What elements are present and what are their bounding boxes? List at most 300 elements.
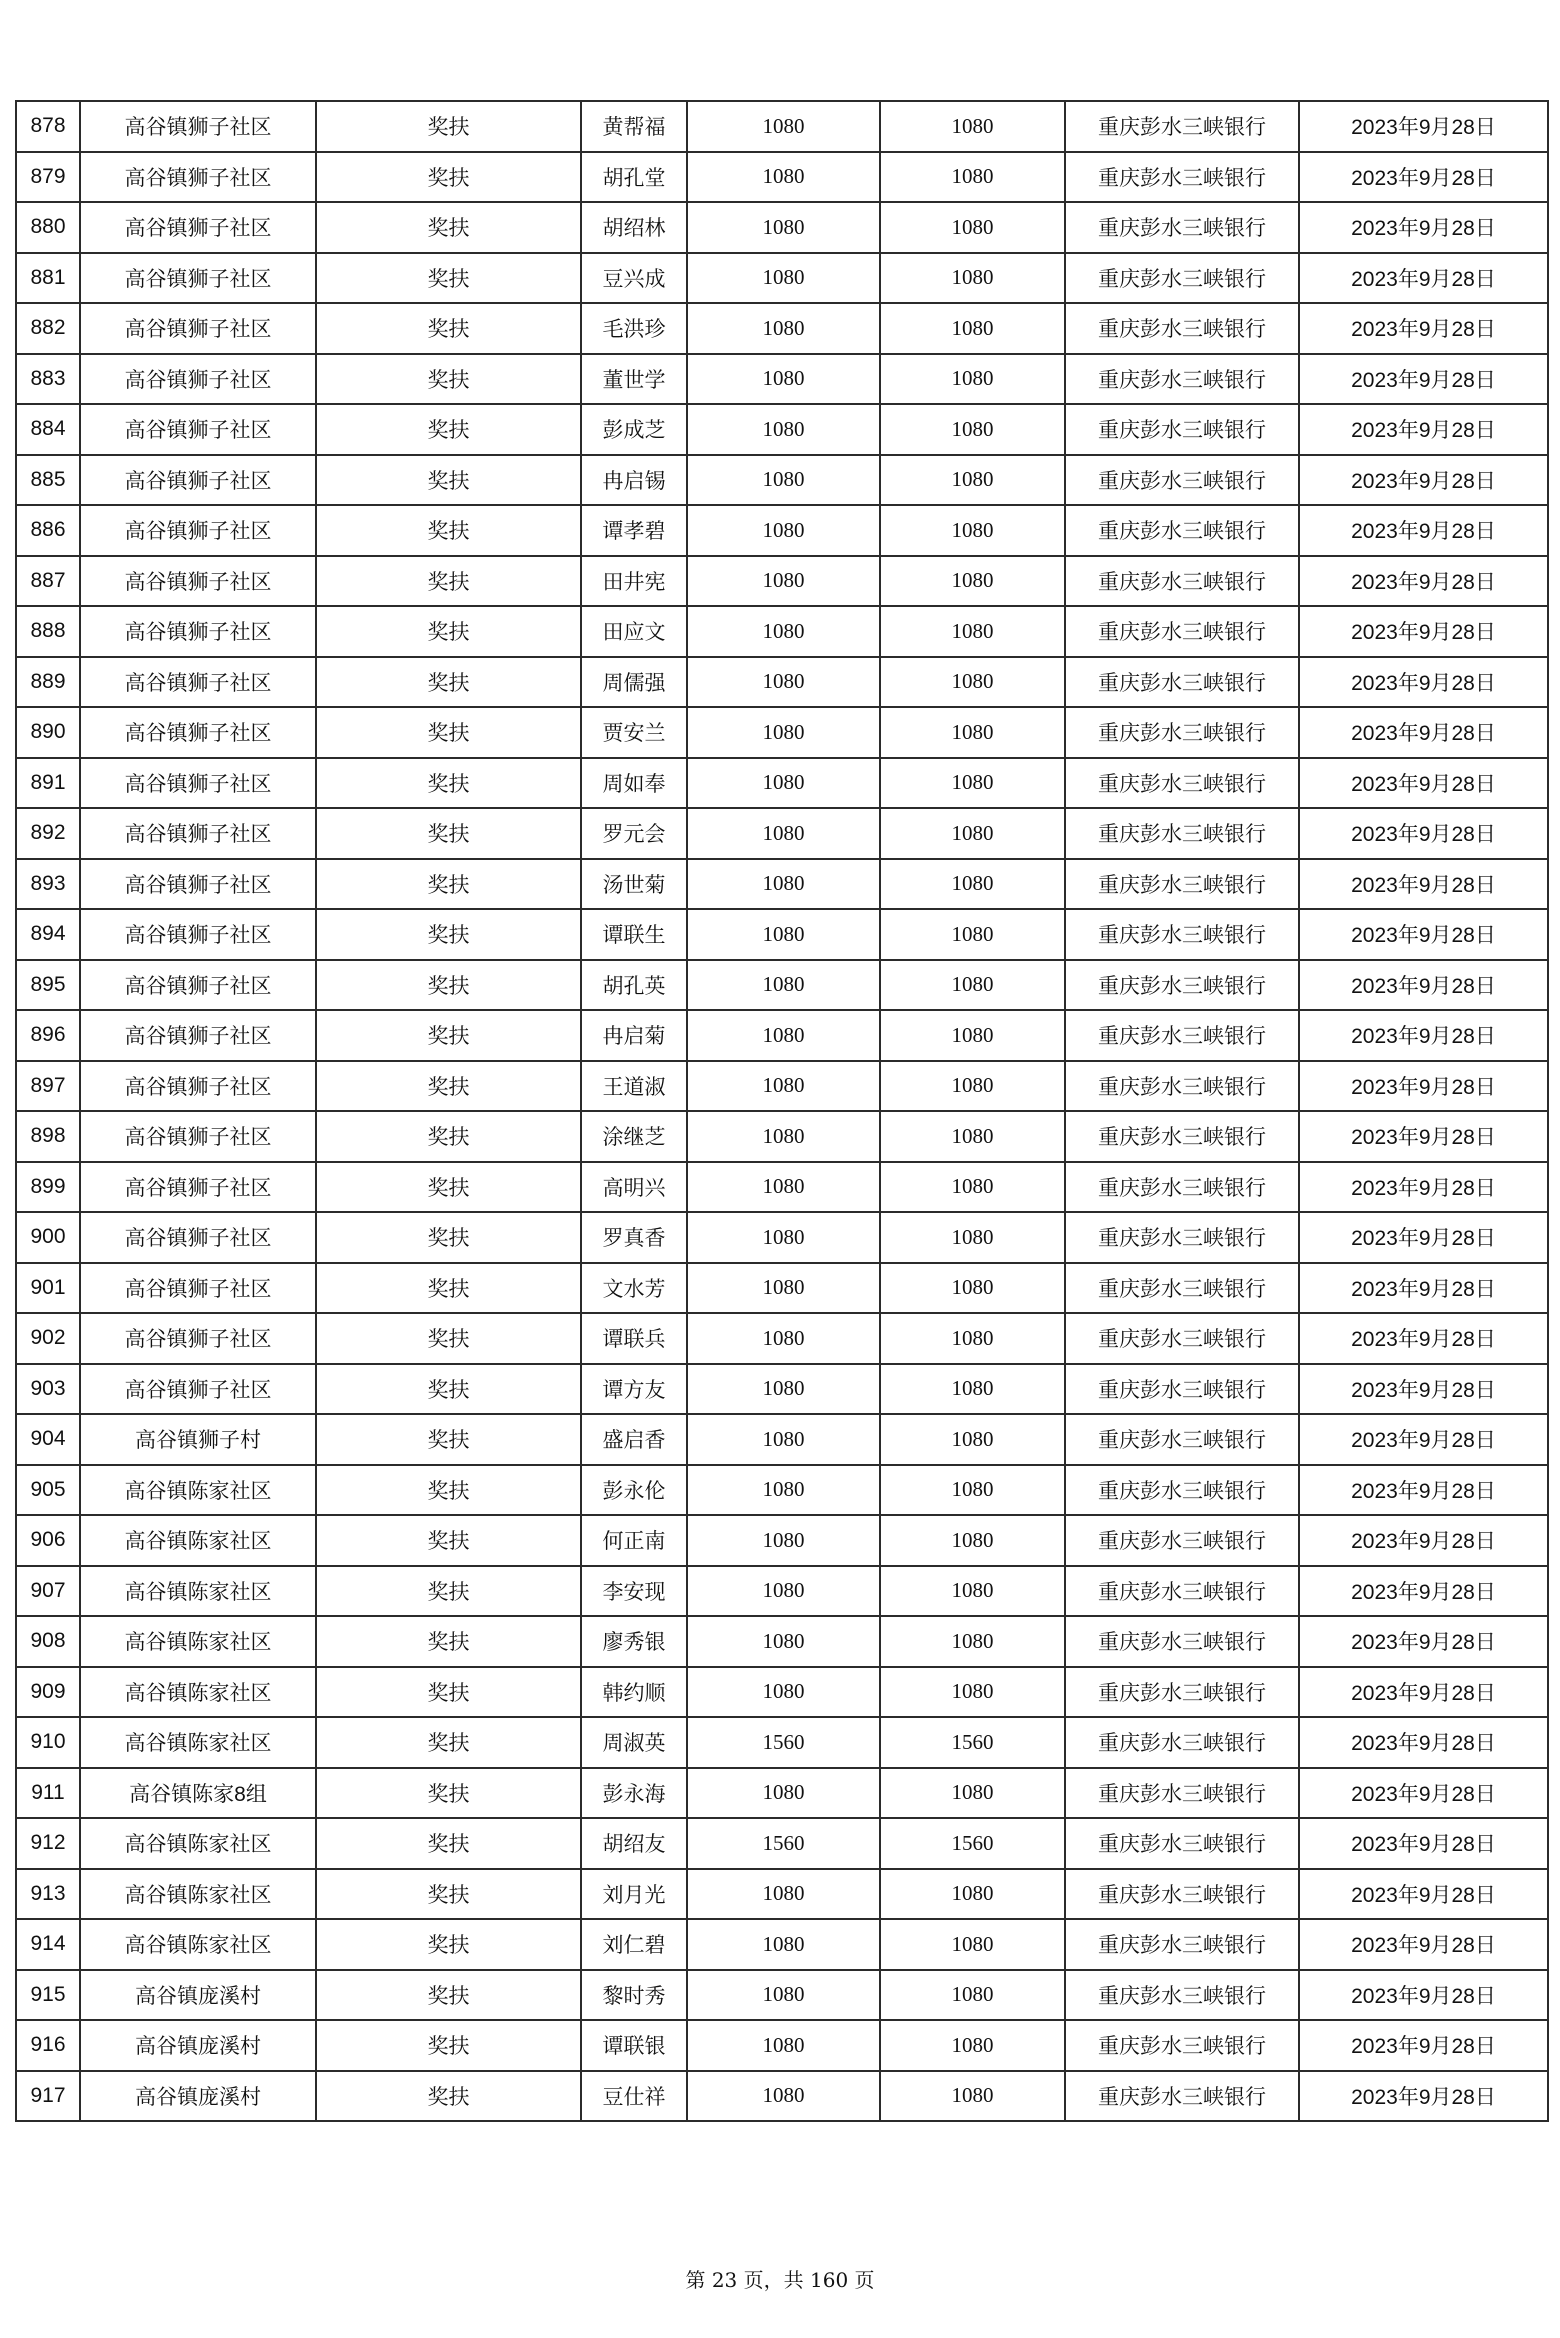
- cell-name: 毛洪珍: [581, 303, 687, 354]
- cell-date: 2023年9月28日: [1299, 505, 1548, 556]
- cell-date: 2023年9月28日: [1299, 707, 1548, 758]
- cell-bank: 重庆彭水三峡银行: [1065, 455, 1299, 506]
- table-row: [16, 1566, 1548, 1617]
- cell-bank: 重庆彭水三峡银行: [1065, 859, 1299, 910]
- cell-type: 奖扶: [316, 1111, 581, 1162]
- cell-amount-paid: 1080: [880, 1465, 1065, 1516]
- cell-place: 高谷镇陈家社区: [80, 1717, 316, 1768]
- cell-amount-paid: 1080: [880, 758, 1065, 809]
- cell-name: 胡孔堂: [581, 152, 687, 203]
- cell-amount-paid: 1080: [880, 859, 1065, 910]
- cell-place: 高谷镇狮子社区: [80, 1162, 316, 1213]
- cell-date: 2023年9月28日: [1299, 1364, 1548, 1415]
- cell-amount-paid: 1080: [880, 960, 1065, 1011]
- cell-name: 董世学: [581, 354, 687, 405]
- cell-name: 谭联生: [581, 909, 687, 960]
- cell-name: 刘月光: [581, 1869, 687, 1920]
- cell-name: 豆仕祥: [581, 2071, 687, 2122]
- cell-amount-paid: 1080: [880, 2020, 1065, 2071]
- cell-date: 2023年9月28日: [1299, 1869, 1548, 1920]
- cell-place: 高谷镇狮子社区: [80, 657, 316, 708]
- cell-amount-standard: 1080: [687, 303, 880, 354]
- cell-name: 彭永伦: [581, 1465, 687, 1516]
- cell-date: 2023年9月28日: [1299, 1414, 1548, 1465]
- cell-amount-paid: 1080: [880, 354, 1065, 405]
- cell-name: 贾安兰: [581, 707, 687, 758]
- cell-name: 谭联银: [581, 2020, 687, 2071]
- cell-number: 914: [16, 1919, 80, 1970]
- cell-name: 文水芳: [581, 1263, 687, 1314]
- cell-amount-standard: 1080: [687, 1919, 880, 1970]
- cell-place: 高谷镇陈家社区: [80, 1869, 316, 1920]
- cell-number: 892: [16, 808, 80, 859]
- cell-date: 2023年9月28日: [1299, 1566, 1548, 1617]
- cell-amount-standard: 1080: [687, 505, 880, 556]
- cell-date: 2023年9月28日: [1299, 808, 1548, 859]
- table-row: [16, 455, 1548, 506]
- cell-amount-paid: 1080: [880, 455, 1065, 506]
- cell-place: 高谷镇狮子社区: [80, 859, 316, 910]
- cell-amount-standard: 1080: [687, 1111, 880, 1162]
- cell-type: 奖扶: [316, 152, 581, 203]
- cell-number: 894: [16, 909, 80, 960]
- cell-number: 910: [16, 1717, 80, 1768]
- cell-type: 奖扶: [316, 253, 581, 304]
- cell-amount-standard: 1080: [687, 1768, 880, 1819]
- cell-type: 奖扶: [316, 1010, 581, 1061]
- cell-amount-paid: 1080: [880, 253, 1065, 304]
- table-row: [16, 1010, 1548, 1061]
- cell-place: 高谷镇狮子社区: [80, 455, 316, 506]
- table-row: [16, 404, 1548, 455]
- table-row: [16, 1263, 1548, 1314]
- cell-type: 奖扶: [316, 657, 581, 708]
- cell-amount-paid: 1080: [880, 152, 1065, 203]
- cell-place: 高谷镇陈家8组: [80, 1768, 316, 1819]
- cell-type: 奖扶: [316, 1869, 581, 1920]
- table-row: [16, 202, 1548, 253]
- cell-amount-standard: 1080: [687, 1970, 880, 2021]
- cell-number: 879: [16, 152, 80, 203]
- cell-date: 2023年9月28日: [1299, 2071, 1548, 2122]
- cell-number: 881: [16, 253, 80, 304]
- cell-bank: 重庆彭水三峡银行: [1065, 1364, 1299, 1415]
- cell-type: 奖扶: [316, 1212, 581, 1263]
- cell-place: 高谷镇陈家社区: [80, 1667, 316, 1718]
- cell-type: 奖扶: [316, 1616, 581, 1667]
- table-row: [16, 657, 1548, 708]
- cell-type: 奖扶: [316, 1515, 581, 1566]
- cell-place: 高谷镇狮子社区: [80, 960, 316, 1011]
- cell-place: 高谷镇庞溪村: [80, 2020, 316, 2071]
- cell-bank: 重庆彭水三峡银行: [1065, 1162, 1299, 1213]
- table-row: [16, 354, 1548, 405]
- cell-bank: 重庆彭水三峡银行: [1065, 1566, 1299, 1617]
- cell-number: 912: [16, 1818, 80, 1869]
- cell-amount-standard: 1080: [687, 758, 880, 809]
- cell-date: 2023年9月28日: [1299, 1061, 1548, 1112]
- cell-amount-paid: 1080: [880, 1970, 1065, 2021]
- cell-date: 2023年9月28日: [1299, 404, 1548, 455]
- cell-number: 893: [16, 859, 80, 910]
- cell-place: 高谷镇狮子社区: [80, 253, 316, 304]
- cell-amount-paid: 1080: [880, 303, 1065, 354]
- table-row: [16, 1768, 1548, 1819]
- cell-bank: 重庆彭水三峡银行: [1065, 1717, 1299, 1768]
- table-row: [16, 1313, 1548, 1364]
- cell-place: 高谷镇陈家社区: [80, 1616, 316, 1667]
- cell-number: 890: [16, 707, 80, 758]
- cell-amount-paid: 1560: [880, 1818, 1065, 1869]
- cell-bank: 重庆彭水三峡银行: [1065, 1616, 1299, 1667]
- cell-number: 895: [16, 960, 80, 1011]
- cell-date: 2023年9月28日: [1299, 556, 1548, 607]
- cell-type: 奖扶: [316, 2020, 581, 2071]
- cell-amount-paid: 1080: [880, 1010, 1065, 1061]
- cell-number: 901: [16, 1263, 80, 1314]
- cell-place: 高谷镇陈家社区: [80, 1465, 316, 1516]
- cell-bank: 重庆彭水三峡银行: [1065, 960, 1299, 1011]
- table-row: [16, 1970, 1548, 2021]
- cell-number: 899: [16, 1162, 80, 1213]
- cell-bank: 重庆彭水三峡银行: [1065, 2020, 1299, 2071]
- cell-date: 2023年9月28日: [1299, 152, 1548, 203]
- table-row: [16, 1061, 1548, 1112]
- cell-amount-paid: 1080: [880, 808, 1065, 859]
- cell-name: 冉启锡: [581, 455, 687, 506]
- cell-date: 2023年9月28日: [1299, 354, 1548, 405]
- cell-date: 2023年9月28日: [1299, 1465, 1548, 1516]
- cell-bank: 重庆彭水三峡银行: [1065, 1818, 1299, 1869]
- cell-number: 882: [16, 303, 80, 354]
- cell-date: 2023年9月28日: [1299, 303, 1548, 354]
- cell-number: 896: [16, 1010, 80, 1061]
- cell-type: 奖扶: [316, 1970, 581, 2021]
- cell-date: 2023年9月28日: [1299, 1212, 1548, 1263]
- cell-name: 胡绍友: [581, 1818, 687, 1869]
- cell-date: 2023年9月28日: [1299, 1919, 1548, 1970]
- cell-type: 奖扶: [316, 101, 581, 152]
- cell-place: 高谷镇庞溪村: [80, 1970, 316, 2021]
- cell-number: 911: [16, 1768, 80, 1819]
- cell-amount-standard: 1080: [687, 354, 880, 405]
- cell-bank: 重庆彭水三峡银行: [1065, 354, 1299, 405]
- cell-amount-standard: 1080: [687, 1010, 880, 1061]
- cell-bank: 重庆彭水三峡银行: [1065, 1919, 1299, 1970]
- table-row: [16, 1465, 1548, 1516]
- cell-number: 898: [16, 1111, 80, 1162]
- table-row: [16, 1162, 1548, 1213]
- cell-amount-paid: 1080: [880, 1919, 1065, 1970]
- cell-number: 891: [16, 758, 80, 809]
- cell-date: 2023年9月28日: [1299, 455, 1548, 506]
- cell-amount-paid: 1080: [880, 606, 1065, 657]
- cell-place: 高谷镇陈家社区: [80, 1818, 316, 1869]
- cell-name: 豆兴成: [581, 253, 687, 304]
- cell-number: 915: [16, 1970, 80, 2021]
- cell-place: 高谷镇狮子社区: [80, 808, 316, 859]
- cell-number: 916: [16, 2020, 80, 2071]
- table-row: [16, 101, 1548, 152]
- cell-name: 谭联兵: [581, 1313, 687, 1364]
- cell-date: 2023年9月28日: [1299, 1616, 1548, 1667]
- cell-date: 2023年9月28日: [1299, 1313, 1548, 1364]
- cell-date: 2023年9月28日: [1299, 1818, 1548, 1869]
- cell-date: 2023年9月28日: [1299, 606, 1548, 657]
- cell-amount-standard: 1080: [687, 404, 880, 455]
- cell-amount-standard: 1080: [687, 2071, 880, 2122]
- cell-number: 880: [16, 202, 80, 253]
- cell-place: 高谷镇狮子社区: [80, 404, 316, 455]
- cell-name: 冉启菊: [581, 1010, 687, 1061]
- cell-amount-standard: 1080: [687, 2020, 880, 2071]
- cell-amount-standard: 1080: [687, 1465, 880, 1516]
- cell-number: 878: [16, 101, 80, 152]
- cell-amount-paid: 1080: [880, 2071, 1065, 2122]
- cell-place: 高谷镇狮子社区: [80, 1263, 316, 1314]
- cell-amount-standard: 1080: [687, 1364, 880, 1415]
- roster-table: [15, 100, 1549, 2122]
- cell-bank: 重庆彭水三峡银行: [1065, 758, 1299, 809]
- cell-type: 奖扶: [316, 303, 581, 354]
- table-row: [16, 1515, 1548, 1566]
- cell-name: 彭成芝: [581, 404, 687, 455]
- cell-amount-paid: 1080: [880, 657, 1065, 708]
- cell-type: 奖扶: [316, 1667, 581, 1718]
- cell-bank: 重庆彭水三峡银行: [1065, 657, 1299, 708]
- cell-date: 2023年9月28日: [1299, 960, 1548, 1011]
- cell-bank: 重庆彭水三峡银行: [1065, 2071, 1299, 2122]
- cell-amount-paid: 1080: [880, 1111, 1065, 1162]
- cell-type: 奖扶: [316, 2071, 581, 2122]
- cell-amount-standard: 1080: [687, 808, 880, 859]
- cell-place: 高谷镇狮子社区: [80, 505, 316, 556]
- cell-name: 周如奉: [581, 758, 687, 809]
- cell-amount-paid: 1080: [880, 1263, 1065, 1314]
- cell-bank: 重庆彭水三峡银行: [1065, 152, 1299, 203]
- cell-bank: 重庆彭水三峡银行: [1065, 808, 1299, 859]
- cell-amount-standard: 1080: [687, 455, 880, 506]
- cell-amount-paid: 1080: [880, 1162, 1065, 1213]
- cell-number: 906: [16, 1515, 80, 1566]
- cell-place: 高谷镇狮子社区: [80, 1364, 316, 1415]
- cell-amount-standard: 1080: [687, 1212, 880, 1263]
- cell-type: 奖扶: [316, 1919, 581, 1970]
- cell-place: 高谷镇陈家社区: [80, 1919, 316, 1970]
- cell-place: 高谷镇庞溪村: [80, 2071, 316, 2122]
- cell-bank: 重庆彭水三峡银行: [1065, 1212, 1299, 1263]
- cell-number: 909: [16, 1667, 80, 1718]
- table-row: [16, 909, 1548, 960]
- cell-name: 田井宪: [581, 556, 687, 607]
- cell-bank: 重庆彭水三峡银行: [1065, 1465, 1299, 1516]
- cell-place: 高谷镇狮子社区: [80, 202, 316, 253]
- cell-place: 高谷镇狮子社区: [80, 303, 316, 354]
- cell-date: 2023年9月28日: [1299, 1515, 1548, 1566]
- cell-type: 奖扶: [316, 556, 581, 607]
- cell-bank: 重庆彭水三峡银行: [1065, 1970, 1299, 2021]
- cell-type: 奖扶: [316, 1364, 581, 1415]
- cell-amount-standard: 1080: [687, 657, 880, 708]
- cell-name: 盛启香: [581, 1414, 687, 1465]
- cell-type: 奖扶: [316, 1162, 581, 1213]
- table-row: [16, 556, 1548, 607]
- cell-date: 2023年9月28日: [1299, 1768, 1548, 1819]
- table-row: [16, 1414, 1548, 1465]
- cell-amount-standard: 1080: [687, 1162, 880, 1213]
- cell-bank: 重庆彭水三峡银行: [1065, 1667, 1299, 1718]
- cell-date: 2023年9月28日: [1299, 2020, 1548, 2071]
- cell-number: 885: [16, 455, 80, 506]
- cell-number: 887: [16, 556, 80, 607]
- cell-type: 奖扶: [316, 1566, 581, 1617]
- cell-name: 涂继芝: [581, 1111, 687, 1162]
- cell-date: 2023年9月28日: [1299, 1667, 1548, 1718]
- cell-amount-paid: 1080: [880, 202, 1065, 253]
- cell-name: 周淑英: [581, 1717, 687, 1768]
- table-row: [16, 2020, 1548, 2071]
- cell-place: 高谷镇狮子社区: [80, 354, 316, 405]
- cell-number: 903: [16, 1364, 80, 1415]
- table-row: [16, 253, 1548, 304]
- cell-place: 高谷镇狮子社区: [80, 606, 316, 657]
- cell-number: 883: [16, 354, 80, 405]
- cell-type: 奖扶: [316, 1313, 581, 1364]
- cell-bank: 重庆彭水三峡银行: [1065, 909, 1299, 960]
- cell-place: 高谷镇狮子社区: [80, 1111, 316, 1162]
- cell-amount-paid: 1080: [880, 556, 1065, 607]
- cell-name: 谭孝碧: [581, 505, 687, 556]
- cell-number: 884: [16, 404, 80, 455]
- cell-place: 高谷镇狮子社区: [80, 1212, 316, 1263]
- table-row: [16, 606, 1548, 657]
- cell-type: 奖扶: [316, 354, 581, 405]
- cell-bank: 重庆彭水三峡银行: [1065, 1313, 1299, 1364]
- cell-type: 奖扶: [316, 1061, 581, 1112]
- cell-bank: 重庆彭水三峡银行: [1065, 1061, 1299, 1112]
- table-row: [16, 859, 1548, 910]
- cell-place: 高谷镇陈家社区: [80, 1566, 316, 1617]
- cell-place: 高谷镇狮子社区: [80, 556, 316, 607]
- cell-date: 2023年9月28日: [1299, 1970, 1548, 2021]
- cell-amount-paid: 1080: [880, 101, 1065, 152]
- cell-amount-paid: 1560: [880, 1717, 1065, 1768]
- cell-date: 2023年9月28日: [1299, 859, 1548, 910]
- cell-bank: 重庆彭水三峡银行: [1065, 505, 1299, 556]
- cell-number: 902: [16, 1313, 80, 1364]
- cell-amount-standard: 1080: [687, 101, 880, 152]
- table-row: [16, 1212, 1548, 1263]
- table-row: [16, 2071, 1548, 2122]
- cell-type: 奖扶: [316, 1263, 581, 1314]
- cell-place: 高谷镇狮子社区: [80, 909, 316, 960]
- cell-amount-paid: 1080: [880, 707, 1065, 758]
- cell-type: 奖扶: [316, 1768, 581, 1819]
- cell-amount-standard: 1080: [687, 1566, 880, 1617]
- cell-type: 奖扶: [316, 505, 581, 556]
- table-row: [16, 808, 1548, 859]
- cell-type: 奖扶: [316, 1414, 581, 1465]
- cell-bank: 重庆彭水三峡银行: [1065, 1768, 1299, 1819]
- cell-type: 奖扶: [316, 606, 581, 657]
- cell-date: 2023年9月28日: [1299, 1263, 1548, 1314]
- cell-type: 奖扶: [316, 707, 581, 758]
- cell-bank: 重庆彭水三峡银行: [1065, 1869, 1299, 1920]
- cell-number: 888: [16, 606, 80, 657]
- cell-amount-standard: 1080: [687, 1667, 880, 1718]
- cell-amount-paid: 1080: [880, 909, 1065, 960]
- cell-bank: 重庆彭水三峡银行: [1065, 1515, 1299, 1566]
- cell-date: 2023年9月28日: [1299, 101, 1548, 152]
- cell-bank: 重庆彭水三峡银行: [1065, 556, 1299, 607]
- cell-number: 904: [16, 1414, 80, 1465]
- cell-amount-standard: 1080: [687, 152, 880, 203]
- cell-amount-standard: 1080: [687, 1263, 880, 1314]
- cell-type: 奖扶: [316, 1717, 581, 1768]
- table-row: [16, 1919, 1548, 1970]
- cell-type: 奖扶: [316, 404, 581, 455]
- cell-bank: 重庆彭水三峡银行: [1065, 606, 1299, 657]
- cell-number: 908: [16, 1616, 80, 1667]
- cell-bank: 重庆彭水三峡银行: [1065, 707, 1299, 758]
- cell-date: 2023年9月28日: [1299, 202, 1548, 253]
- table-row: [16, 960, 1548, 1011]
- cell-name: 胡孔英: [581, 960, 687, 1011]
- cell-amount-standard: 1080: [687, 1515, 880, 1566]
- cell-place: 高谷镇狮子社区: [80, 1010, 316, 1061]
- cell-amount-standard: 1560: [687, 1818, 880, 1869]
- cell-name: 高明兴: [581, 1162, 687, 1213]
- cell-name: 韩约顺: [581, 1667, 687, 1718]
- cell-name: 罗真香: [581, 1212, 687, 1263]
- cell-amount-standard: 1080: [687, 556, 880, 607]
- cell-amount-standard: 1080: [687, 909, 880, 960]
- cell-amount-standard: 1080: [687, 253, 880, 304]
- cell-number: 897: [16, 1061, 80, 1112]
- cell-amount-paid: 1080: [880, 1616, 1065, 1667]
- cell-amount-paid: 1080: [880, 1768, 1065, 1819]
- cell-date: 2023年9月28日: [1299, 909, 1548, 960]
- cell-place: 高谷镇狮子社区: [80, 707, 316, 758]
- cell-type: 奖扶: [316, 1818, 581, 1869]
- cell-name: 罗元会: [581, 808, 687, 859]
- cell-place: 高谷镇陈家社区: [80, 1515, 316, 1566]
- cell-amount-standard: 1080: [687, 1616, 880, 1667]
- cell-name: 田应文: [581, 606, 687, 657]
- cell-number: 905: [16, 1465, 80, 1516]
- cell-type: 奖扶: [316, 1465, 581, 1516]
- cell-amount-paid: 1080: [880, 505, 1065, 556]
- roster-body: [16, 101, 1548, 2121]
- cell-amount-standard: 1080: [687, 1313, 880, 1364]
- cell-name: 何正南: [581, 1515, 687, 1566]
- cell-type: 奖扶: [316, 859, 581, 910]
- cell-place: 高谷镇狮子社区: [80, 758, 316, 809]
- table-row: [16, 505, 1548, 556]
- table-row: [16, 1667, 1548, 1718]
- cell-place: 高谷镇狮子社区: [80, 152, 316, 203]
- table-row: [16, 1717, 1548, 1768]
- cell-type: 奖扶: [316, 909, 581, 960]
- cell-amount-standard: 1560: [687, 1717, 880, 1768]
- cell-place: 高谷镇狮子村: [80, 1414, 316, 1465]
- cell-name: 王道淑: [581, 1061, 687, 1112]
- table-row: [16, 1869, 1548, 1920]
- cell-amount-standard: 1080: [687, 960, 880, 1011]
- table-row: [16, 707, 1548, 758]
- cell-amount-paid: 1080: [880, 1364, 1065, 1415]
- cell-amount-standard: 1080: [687, 859, 880, 910]
